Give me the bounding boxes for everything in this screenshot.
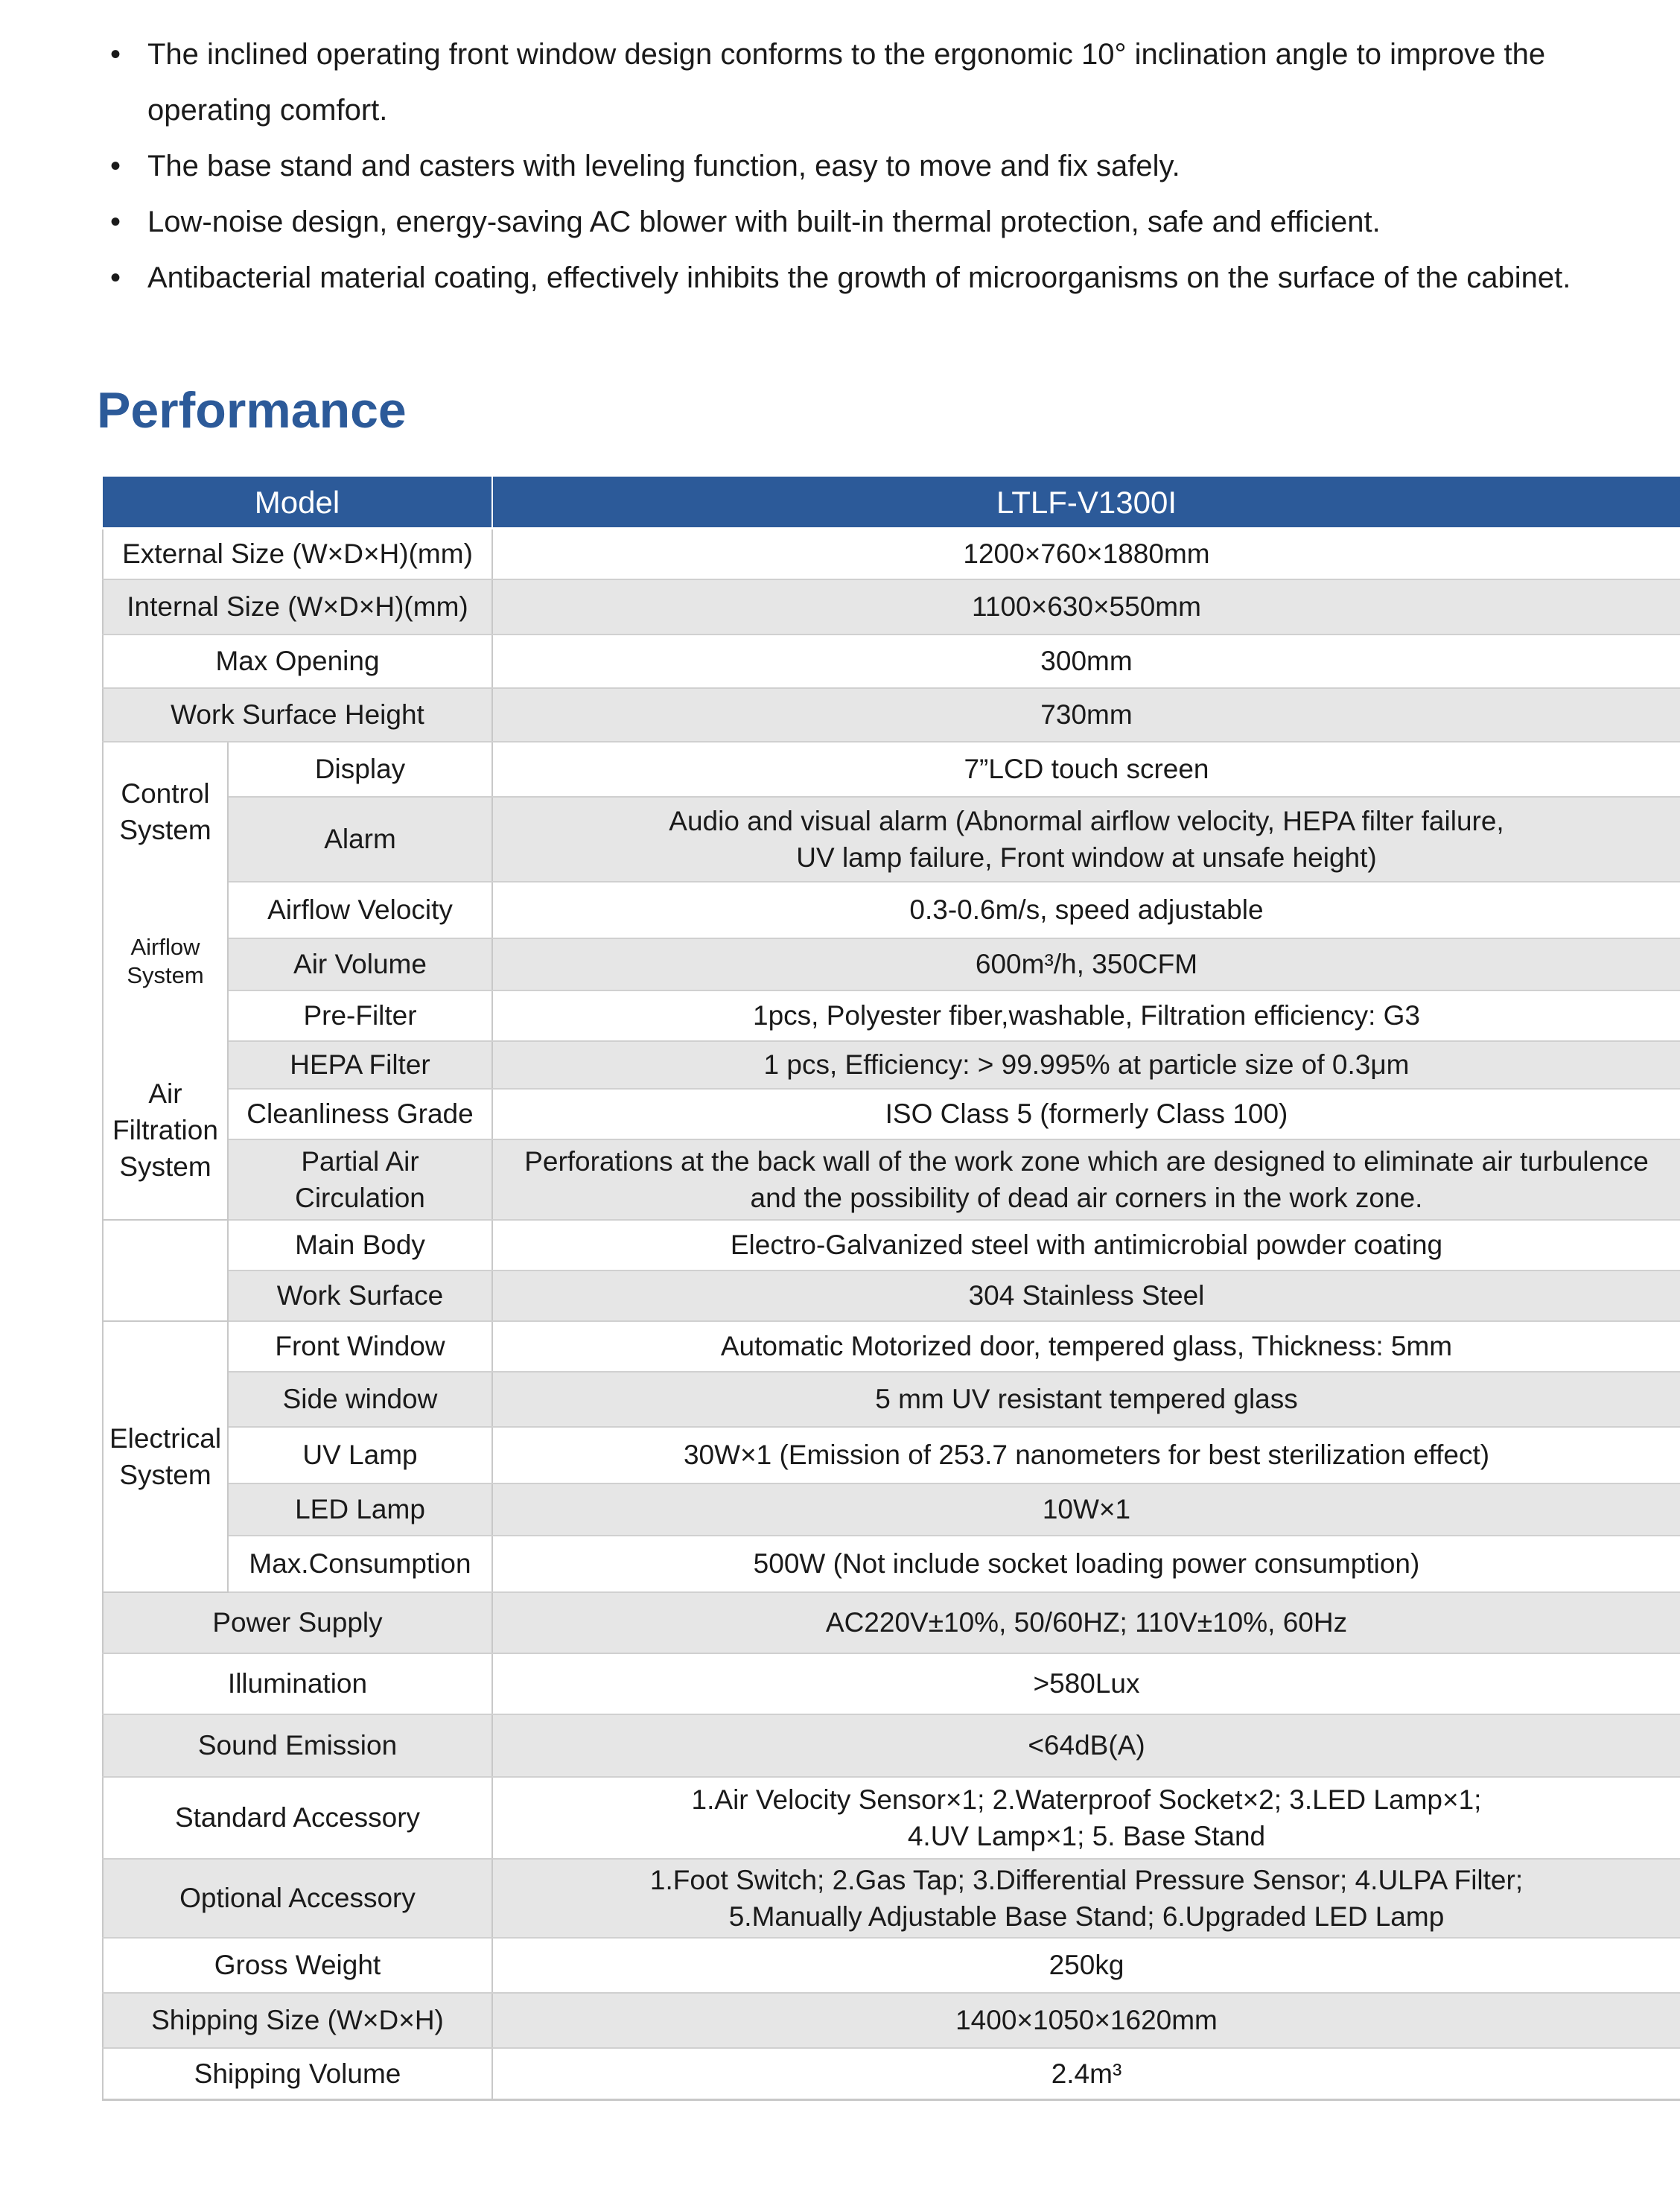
table-row [103, 1041, 1680, 1089]
row-value: 30W×1 (Emission of 253.7 nanometers for best sterilization effect) [492, 1427, 1680, 1483]
row-value-line: 1.Foot Switch; 2.Gas Tap; 3.Differential Pressure Sensor; 4.ULPA Filter; [649, 1864, 1524, 1895]
row-label: Side window [228, 1372, 492, 1427]
row-label: Optional Accessory [103, 1859, 492, 1938]
row-label: Pre-Filter [228, 990, 492, 1041]
row-value [492, 1777, 1680, 1859]
row-value: 304 Stainless Steel [492, 1270, 1680, 1321]
table-row [103, 635, 1680, 688]
table-row [103, 1993, 1680, 2048]
row-value-line: UV lamp failure, Front window at unsafe height) [796, 842, 1377, 873]
row-label: Internal Size (W×D×H)(mm) [103, 579, 492, 635]
bullet-icon: • [109, 261, 121, 294]
row-value: ISO Class 5 (formerly Class 100) [492, 1089, 1680, 1139]
table-row [103, 1427, 1680, 1483]
row-label: Front Window [228, 1321, 492, 1372]
row-value: 1100×630×550mm [492, 579, 1680, 635]
feature-bullet [104, 139, 1653, 194]
row-value [492, 1139, 1680, 1220]
row-label: Main Body [228, 1220, 492, 1270]
row-label: Shipping Size (W×D×H) [103, 1993, 492, 2048]
row-label: Cleanliness Grade [228, 1089, 492, 1139]
table-row [103, 1220, 1680, 1270]
feature-bullet [104, 27, 1653, 139]
row-value-line: Audio and visual alarm (Abnormal airflow velocity, HEPA filter failure, [669, 805, 1504, 836]
row-value-line: 1.Air Velocity Sensor×1; 2.Waterproof Socket×2; 3.LED Lamp×1; [691, 1784, 1482, 1815]
row-value: AC220V±10%, 50/60HZ; 110V±10%, 60Hz [492, 1592, 1680, 1653]
table-row [103, 1592, 1680, 1653]
feature-text: The base stand and casters with leveling function, easy to move and fix safely. [147, 150, 1180, 182]
table-row [103, 938, 1680, 990]
row-label: Max.Consumption [228, 1536, 492, 1592]
bullet-icon: • [109, 150, 121, 182]
table-row [103, 1321, 1680, 1372]
row-label: Alarm [228, 797, 492, 882]
row-value: 10W×1 [492, 1483, 1680, 1536]
table-row [103, 1270, 1680, 1321]
row-label: HEPA Filter [228, 1041, 492, 1089]
group-electrical-system: Electrical System [103, 1321, 228, 1592]
group-control-system: Control System [103, 742, 228, 882]
row-value-line: Perforations at the back wall of the work zone which are designed to eliminate air turbulence [524, 1145, 1649, 1177]
row-value: 5 mm UV resistant tempered glass [492, 1372, 1680, 1427]
feature-bullet [104, 194, 1653, 250]
row-label: Partial Air Circulation [228, 1139, 492, 1220]
row-value: 1pcs, Polyester fiber,washable, Filtration efficiency: G3 [492, 990, 1680, 1041]
header-label: Model [103, 477, 492, 529]
row-value: 1200×760×1880mm [492, 529, 1680, 579]
row-value: >580Lux [492, 1653, 1680, 1714]
table-row [103, 1483, 1680, 1536]
table-header-row [103, 477, 1680, 529]
row-value: 1 pcs, Efficiency: > 99.995% at particle size of 0.3μm [492, 1041, 1680, 1089]
row-value: 300mm [492, 635, 1680, 688]
row-value: 2.4m³ [492, 2048, 1680, 2100]
table-row [103, 1653, 1680, 1714]
row-value: <64dB(A) [492, 1714, 1680, 1777]
row-value: 500W (Not include socket loading power consumption) [492, 1536, 1680, 1592]
group-unlabelled [103, 1220, 228, 1321]
performance-table [102, 477, 1680, 2101]
row-label: Illumination [103, 1653, 492, 1714]
row-value: Electro-Galvanized steel with antimicrobial powder coating [492, 1220, 1680, 1270]
row-label: Gross Weight [103, 1938, 492, 1993]
table-row [103, 2048, 1680, 2100]
row-value-line: and the possibility of dead air corners in the work zone. [750, 1182, 1423, 1213]
feature-text: The inclined operating front window design conforms to the ergonomic 10° inclination angle to improve the operating comfort. [147, 38, 1546, 127]
bullet-icon: • [109, 38, 121, 71]
group-air-filtration-system: Air Filtration System [103, 1041, 228, 1220]
header-model-value: LTLF-V1300I [492, 477, 1680, 529]
table-row [103, 1777, 1680, 1859]
row-value [492, 1859, 1680, 1938]
row-value: 250kg [492, 1938, 1680, 1993]
row-label: Max Opening [103, 635, 492, 688]
table-row [103, 882, 1680, 938]
row-label: Display [228, 742, 492, 797]
table-row [103, 990, 1680, 1041]
table-row [103, 1536, 1680, 1592]
row-label: LED Lamp [228, 1483, 492, 1536]
table-row [103, 688, 1680, 742]
table-row [103, 1714, 1680, 1777]
table-row [103, 579, 1680, 635]
row-label: Airflow Velocity [228, 882, 492, 938]
table-row [103, 1139, 1680, 1220]
table-row [103, 742, 1680, 797]
row-value: 7”LCD touch screen [492, 742, 1680, 797]
feature-bullet [104, 250, 1653, 306]
table-row [103, 1372, 1680, 1427]
row-label: Power Supply [103, 1592, 492, 1653]
row-label: Shipping Volume [103, 2048, 492, 2100]
table-row [103, 797, 1680, 882]
feature-text: Antibacterial material coating, effectively inhibits the growth of microorganisms on the surface of the cabinet. [147, 261, 1571, 294]
row-label: Standard Accessory [103, 1777, 492, 1859]
table-row [103, 1089, 1680, 1139]
group-airflow-system: Airflow System [103, 882, 228, 1041]
bullet-icon: • [109, 206, 121, 238]
row-value-line: 4.UV Lamp×1; 5. Base Stand [907, 1820, 1266, 1851]
section-title: Performance [97, 382, 407, 439]
row-label: Air Volume [228, 938, 492, 990]
row-value: 730mm [492, 688, 1680, 742]
table-row [103, 529, 1680, 579]
row-value: 1400×1050×1620mm [492, 1993, 1680, 2048]
row-value: 600m³/h, 350CFM [492, 938, 1680, 990]
row-value [492, 797, 1680, 882]
row-value: 0.3-0.6m/s, speed adjustable [492, 882, 1680, 938]
row-label: Work Surface Height [103, 688, 492, 742]
feature-text: Low-noise design, energy-saving AC blower with built-in thermal protection, safe and efficient. [147, 206, 1381, 238]
row-label: UV Lamp [228, 1427, 492, 1483]
row-label: Sound Emission [103, 1714, 492, 1777]
row-value-line: 5.Manually Adjustable Base Stand; 6.Upgraded LED Lamp [728, 1901, 1445, 1932]
row-value: Automatic Motorized door, tempered glass, Thickness: 5mm [492, 1321, 1680, 1372]
feature-bullet-list [104, 27, 1653, 306]
table-row [103, 1938, 1680, 1993]
table-row [103, 1859, 1680, 1938]
row-label: External Size (W×D×H)(mm) [103, 529, 492, 579]
row-label: Work Surface [228, 1270, 492, 1321]
